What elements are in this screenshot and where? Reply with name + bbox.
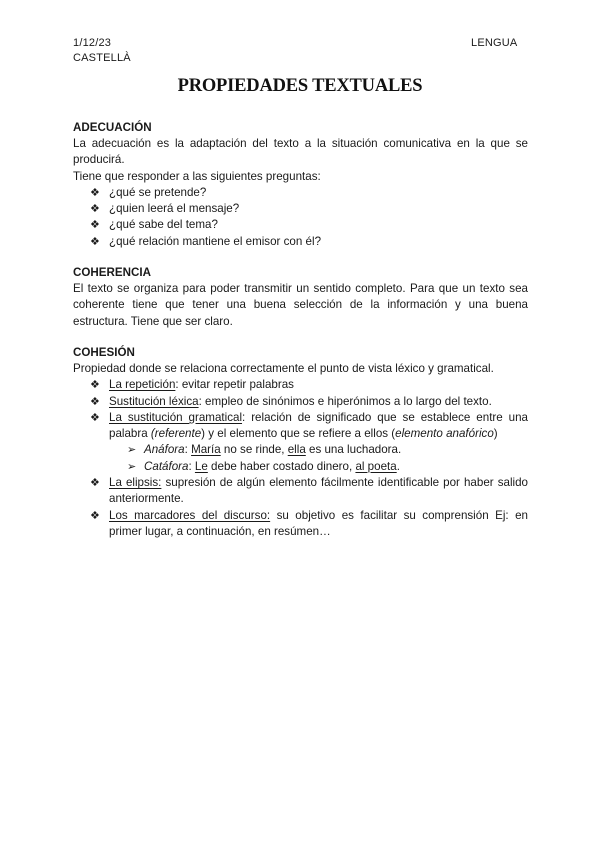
list-item-elipsis — [89, 475, 528, 508]
term-sustitucion-lexica: Sustitución léxica — [109, 394, 199, 408]
arrow-bullet-icon: ➢ — [127, 444, 137, 457]
section-cohesion — [73, 345, 528, 540]
definition-text: : relación de significado que se establece entre una palabra — [109, 410, 528, 441]
list-item-repeticion — [89, 377, 528, 393]
definition-text: : evitar repetir palabras — [175, 378, 294, 392]
example-text: no se rinde, — [220, 443, 288, 457]
list-item-marcadores — [89, 508, 528, 541]
example-word: al poeta — [355, 459, 397, 473]
header-school: CASTELLÀ — [73, 52, 131, 64]
term-marcadores: Los marcadores del discurso: — [109, 508, 271, 522]
example-text: es una luchadora. — [305, 443, 402, 457]
definition-text: ) y el elemento que se refiere a ellos ( — [201, 427, 396, 441]
list-item — [89, 234, 528, 250]
list-item-text: ¿qué se pretende? — [109, 185, 207, 199]
diamond-bullet-icon: ❖ — [90, 219, 100, 232]
section-paragraph: Propiedad donde se relaciona correctamente el punto de vista léxico y gramatical. — [73, 361, 494, 375]
cohesion-list — [73, 377, 528, 540]
sub-list — [109, 442, 528, 475]
definition-text: su objetivo es facilitar su comprensión Ej: en primer lugar, a continuación, en resúmen… — [109, 508, 528, 538]
header-date: 1/12/23 — [73, 37, 112, 49]
diamond-bullet-icon: ❖ — [90, 477, 100, 490]
term-anafora: Anáfora — [144, 443, 185, 457]
page-title: PROPIEDADES TEXTUALES — [177, 76, 423, 96]
term-sustitucion-gramatical: La sustitución gramatical — [109, 410, 243, 424]
example-text: : — [184, 443, 192, 457]
list-item — [89, 201, 528, 217]
diamond-bullet-icon: ❖ — [90, 509, 100, 522]
diamond-bullet-icon: ❖ — [90, 411, 100, 424]
section-paragraph: El texto se organiza para poder transmitir un sentido completo. Para que un texto sea coherente tiene que tener una buena selección de la información y una buena estructura. Tiene que ser claro. — [73, 282, 528, 328]
arrow-bullet-icon: ➢ — [127, 460, 137, 473]
list-item-text: ¿qué sabe del tema? — [109, 218, 218, 232]
questions-list — [73, 185, 528, 250]
referente-text: (referente — [150, 427, 202, 441]
example-word: Le — [194, 459, 208, 473]
header-subject: LENGUA — [471, 37, 518, 49]
diamond-bullet-icon: ❖ — [90, 235, 100, 248]
example-text: : — [188, 459, 195, 473]
list-item — [89, 217, 528, 233]
anaforico-text: elemento anafórico — [395, 427, 494, 441]
list-item-sustitucion-lexica — [89, 394, 528, 410]
section-heading: COHERENCIA — [73, 266, 151, 280]
section-adecuacion — [73, 120, 528, 250]
example-word: María — [191, 443, 221, 457]
sub-item-anafora — [127, 442, 528, 458]
section-heading: ADECUACIÓN — [73, 121, 152, 134]
sub-item-catafora — [127, 459, 528, 475]
term-repeticion: La repetición — [109, 378, 176, 392]
term-catafora: Catáfora — [144, 459, 189, 473]
questions-intro: Tiene que responder a las siguientes preguntas: — [73, 169, 321, 183]
list-item-sustitucion-gramatical — [89, 410, 528, 475]
list-item-text: ¿qué relación mantiene el emisor con él? — [109, 234, 322, 248]
example-text: . — [396, 459, 400, 473]
definition-text: : empleo de sinónimos e hiperónimos a lo largo del texto. — [198, 394, 492, 408]
section-heading: COHESIÓN — [73, 345, 135, 359]
list-item — [89, 185, 528, 201]
definition-text: ) — [493, 427, 498, 441]
diamond-bullet-icon: ❖ — [90, 186, 100, 199]
definition-text: supresión de algún elemento fácilmente identificable por haber salido anteriormente. — [109, 476, 528, 506]
term-elipsis: La elipsis: — [109, 476, 162, 490]
example-text: debe haber costado dinero, — [207, 459, 356, 473]
section-coherencia — [73, 265, 528, 330]
diamond-bullet-icon: ❖ — [90, 395, 100, 408]
list-item-text: ¿quien leerá el mensaje? — [109, 202, 240, 216]
diamond-bullet-icon: ❖ — [90, 203, 100, 216]
example-word: ella — [287, 443, 306, 457]
document-body — [73, 120, 528, 540]
diamond-bullet-icon: ❖ — [90, 379, 100, 392]
section-paragraph: La adecuación es la adaptación del texto a la situación comunicativa en la que se producirá. — [73, 137, 528, 167]
